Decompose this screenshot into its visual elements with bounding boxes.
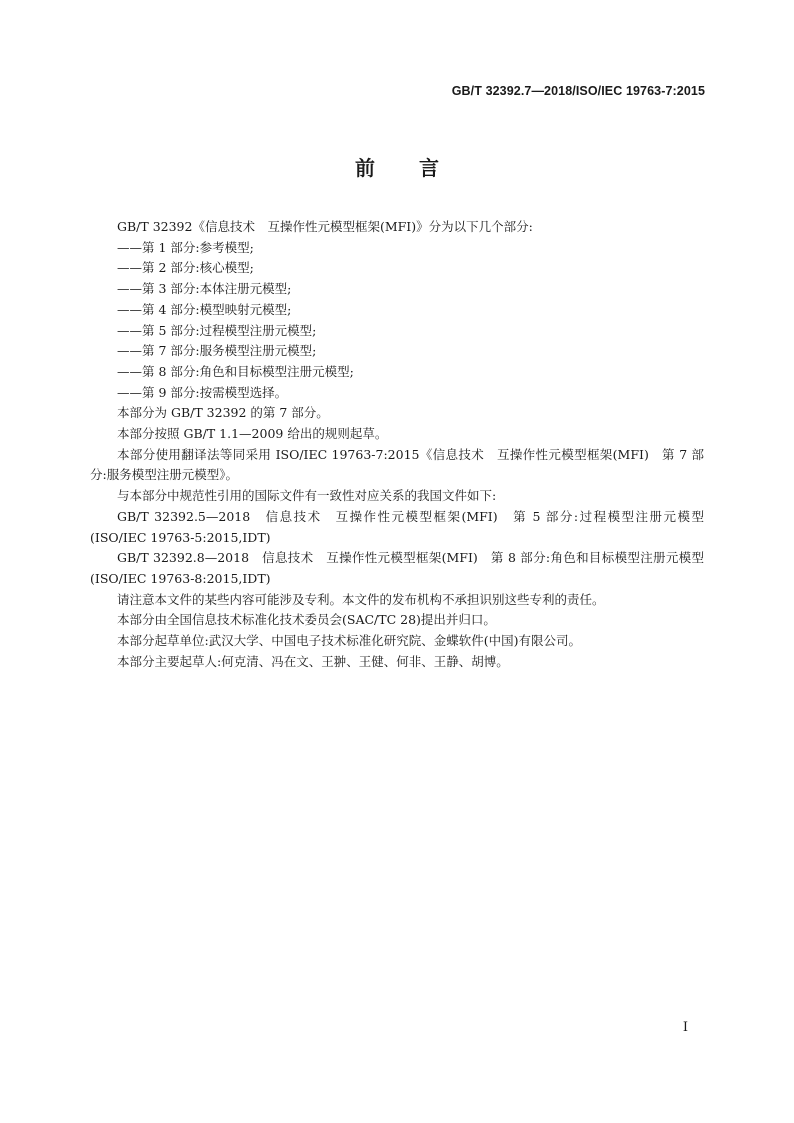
standard-number-header: GB/T 32392.7—2018/ISO/IEC 19763-7:2015	[451, 84, 705, 98]
paragraph: GB/T 32392.8—2018 信息技术 互操作性元模型框架(MFI) 第 8 部分:角色和目标模型注册元模型(ISO/IEC 19763-8:2015,IDT)	[90, 550, 704, 586]
list-item: ——第 8 部分:角色和目标模型注册元模型;	[117, 363, 354, 379]
list-item: ——第 9 部分:按需模型选择。	[117, 384, 288, 400]
page-number: I	[682, 1020, 688, 1035]
foreword-body	[90, 217, 704, 672]
list-item: ——第 7 部分:服务模型注册元模型;	[117, 343, 317, 359]
paragraph: 与本部分中规范性引用的国际文件有一致性对应关系的我国文件如下:	[117, 488, 497, 504]
paragraph: 本部分主要起草人:何克清、冯在文、王翀、王健、何非、王静、胡博。	[117, 653, 509, 669]
list-item: ——第 1 部分:参考模型;	[117, 239, 254, 255]
paragraph: GB/T 32392《信息技术 互操作性元模型框架(MFI)》分为以下几个部分:	[117, 219, 533, 234]
paragraph: 本部分为 GB/T 32392 的第 7 部分。	[117, 405, 329, 421]
paragraph: 本部分按照 GB/T 1.1—2009 给出的规则起草。	[117, 426, 388, 442]
list-item: ——第 5 部分:过程模型注册元模型;	[117, 322, 317, 338]
paragraph: GB/T 32392.5—2018 信息技术 互操作性元模型框架(MFI) 第 5 部分:过程模型注册元模型(ISO/IEC 19763-5:2015,IDT)	[90, 508, 704, 545]
list-item: ——第 2 部分:核心模型;	[117, 260, 254, 276]
list-item: ——第 3 部分:本体注册元模型;	[117, 281, 292, 297]
paragraph: 请注意本文件的某些内容可能涉及专利。本文件的发布机构不承担识别这些专利的责任。	[117, 591, 605, 607]
paragraph: 本部分起草单位:武汉大学、中国电子技术标准化研究院、金蝶软件(中国)有限公司。	[117, 633, 581, 649]
paragraph: 本部分由全国信息技术标准化技术委员会(SAC/TC 28)提出并归口。	[117, 612, 496, 628]
page-title: 前言	[355, 156, 483, 180]
paragraph: 本部分使用翻译法等同采用 ISO/IEC 19763-7:2015《信息技术 互操作性元模型框架(MFI) 第 7 部分:服务模型注册元模型》。	[90, 446, 704, 483]
list-item: ——第 4 部分:模型映射元模型;	[117, 301, 292, 317]
